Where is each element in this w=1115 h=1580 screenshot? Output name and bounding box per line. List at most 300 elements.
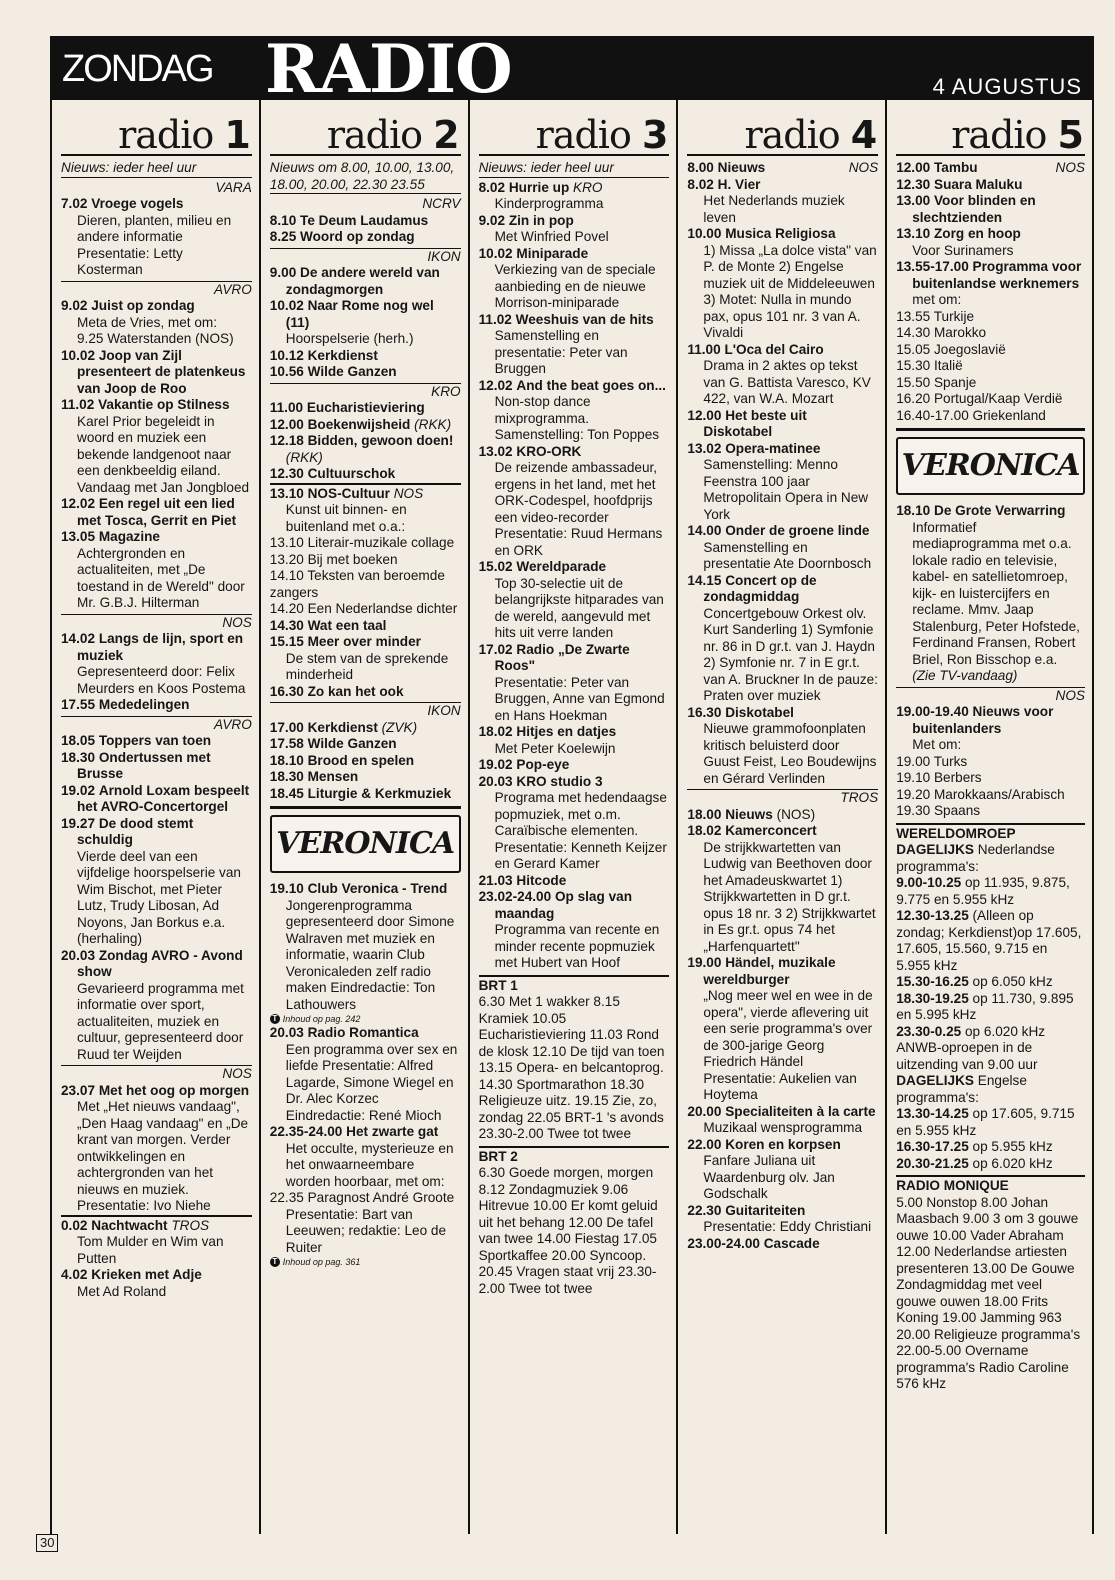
time: 17.00 [269,719,304,735]
program-title: Joop van Zijl presenteert de platenkeus van Joop de Roo [77,347,246,396]
time: 19.27 [61,815,96,831]
program-title: Opera-matinee [725,440,821,456]
frequency-text: op 11.935, 9.875, 9.775 en 5.955 kHz [896,875,1070,907]
program-title: Wilde Ganzen [307,364,397,379]
program-title: Händel, muzikale wereldburger [703,955,836,987]
time: 9.00 [269,265,297,280]
program-title: Eucharistieviering [306,400,425,415]
page-header [50,30,1094,108]
schedule-block: 6.30 Goede morgen, morgen 8.12 Zondagmuziek 9.06 Hitrevue 10.00 Er komt geluid uit het behang 12.00 De tafel van twee 14.00 Fiestag 17.05 Sportkaffee 20.00 Syncoop. 20.45 Vragen staat vrij 23.30-2.00 Twee tot twee [478,1165,658,1296]
time: 12.30 [896,176,931,192]
program-entry [270,881,461,898]
program-subitem: 19.10 Berbers [896,770,982,785]
program-description: Meta de Vries, met om: [77,314,218,330]
time: 20.03 [269,1025,304,1040]
time: 18.45 [269,785,304,801]
heading-number: 1 [224,113,250,157]
program-title: Te Deum Laudamus [300,212,429,228]
program-title: De Grote Verwarring [934,503,1066,518]
time: 13.00 [896,193,931,208]
frequency-line [896,875,1085,908]
time: 22.30 [687,1202,722,1218]
news-note: Nieuws: ieder heel uur [61,160,252,178]
time: 18.02 [687,823,722,838]
program-subitem: 16.20 Portugal/Kaap Verdië [896,391,1063,406]
program-entry [270,483,461,503]
program-entry [479,873,670,890]
time: 8.00 [687,160,714,175]
time: 18.00 [687,806,722,822]
heading-number: 3 [641,113,668,157]
program-title: Zo kan het ook [307,683,404,699]
date-label: 4 AUGUSTUS [932,74,1082,99]
time: 20.00 [687,1103,722,1119]
program-entry [479,642,670,675]
program-title: Boekenwijsheid [307,416,411,432]
program-title: KRO studio 3 [516,773,603,789]
program-description: Karel Prior begeleidt in woord en muziek een bekende landgenoot naar een denkbeeldig eiland. Vandaag met Jan Jongbloed [77,413,250,495]
program-description: De strijkkwartetten van Ludwig van Beethoven door het Amadeuskwartet 1) Strijkkwartetten in D gr.t. opus 18 nr. 3 2) Strijkkwartet in Es gr.t. opus 74 het „Harfenquartett" [703,839,876,954]
program-entry [61,348,252,398]
broadcaster-label: AVRO [61,716,252,734]
program-title: Langs de lijn, sport en muziek [77,631,244,663]
content-reference [270,1013,461,1025]
time: 23.30-0.25 [896,1023,962,1039]
broadcaster-label: TROS [687,789,878,807]
program-title: Vakantie op Stilness [98,397,230,412]
program-title: Concert op de zondagmiddag [703,572,817,604]
time: 13.02 [687,440,722,456]
program-entry [270,417,461,434]
page-title: RADIO [265,30,512,108]
program-entry [687,705,878,722]
frequency-text: op 5.955 kHz [972,1139,1053,1154]
subheading-text: Nederlandse programma's: [896,842,1055,874]
schedule-block: 5.00 Nonstop 8.00 Johan Maasbach 9.00 3 om 3 gouwe ouwe 10.00 Vader Abraham 12.00 Nederlandse artiesten presenteren 13.00 De Gouwe Zondagmiddag met veel gouwe ouwen 18.00 Frits Koning 19.00 Jamming 963 20.00 Religieuze programma's 22.00-5.00 Overname programma's Radio Caroline 576 kHz [896,1194,1081,1391]
program-entry [61,750,252,783]
program-description: Met om: [912,737,962,752]
time: 15.15 [269,634,304,649]
news-note: Nieuws: ieder heel uur [479,160,670,178]
program-entry [61,298,252,315]
program-entry [61,631,252,664]
program-entry [61,783,252,816]
time: 11.02 [478,311,512,327]
program-description: Een programma over sex en liefde Presentatie: Alfred Lagarde, Simone Wiegel en Dr. Alec Korzec Eindredactie: René Mioch [285,1041,458,1123]
time: 22.35-24.00 [269,1124,343,1139]
program-title: H. Vier [717,176,761,192]
program-subitem: 16.40-17.00 Griekenland [896,407,1046,423]
program-entry [270,298,461,331]
section-divider [896,428,1085,431]
program-description: Het occulte, mysterieuze en het onwaarneembare worden hoorbaar, met om: [285,1140,454,1189]
heading-number: 5 [1057,113,1083,157]
page-number: 30 [36,1534,58,1552]
subheading: DAGELIJKS [896,1073,974,1088]
program-subitem: 13.55 Turkije [896,308,975,324]
program-entry [479,559,670,576]
program-note: (RKK) [414,416,452,432]
program-title: Radio „De Zwarte Roos" [494,641,630,673]
time: 13.10 [269,485,304,501]
program-entry [270,364,461,381]
program-title: And the beat goes on... [516,377,666,393]
program-entry [61,1215,252,1235]
time: 8.25 [269,229,297,244]
program-title: Kerkdienst [307,347,378,363]
program-entry [479,444,670,461]
time: 8.10 [269,212,297,228]
program-title: Diskotabel [725,704,794,720]
time: 9.02 [61,298,88,313]
column-radio-3 [468,100,677,1534]
program-entry [479,246,670,263]
program-entry [687,955,878,988]
program-note: (Zie TV-vandaag) [912,668,1018,683]
program-title: Mensen [307,769,359,784]
program-title: De dood stemt schuldig [77,815,194,847]
program-subitem: 14.20 Een Nederlandse dichter [269,601,458,616]
program-title: NOS-Cultuur [307,485,390,501]
time: 12.30-13.25 [896,908,969,923]
program-title: Het beste uit Diskotabel [703,407,807,439]
program-title: Hitjes en datjes [516,724,617,739]
time: 10.02 [478,245,513,261]
program-entry [61,816,252,849]
time: 12.30 [269,466,304,481]
program-entry [687,226,878,243]
section-heading: BRT 1 [479,975,670,995]
program-note: met om: [912,292,962,307]
program-entry [61,397,252,414]
broadcaster-label: NOS [848,160,879,175]
frequency-line [896,1106,1085,1139]
program-entry [687,177,878,194]
program-title: Koren en korpsen [725,1136,841,1152]
program-entry [896,704,1085,737]
program-title: Zorg en hoop [934,226,1021,241]
program-description: Met Winfried Povel [494,229,609,244]
program-title: Meer over minder [307,634,421,649]
time: 19.02 [478,757,513,772]
program-note: (RKK) [285,449,323,465]
broadcaster-label: AVRO [61,281,252,299]
time: 19.02 [61,782,96,798]
program-description: Met „Het nieuws vandaag", „Den Haag vandaag" en „De krant van morgen. Verder ontwikkelingen en achtergronden van het nieuws en muziek. Presentatie: Ivo Niehe [77,1099,249,1213]
time: 18.02 [478,724,513,739]
time: 13.30-14.25 [896,1106,969,1121]
program-entry [479,378,670,395]
program-description: Nieuwe grammofoonplaten kritisch beluisterd door Guust Feist, Leo Boudewijns en Gérard Verlinden [703,721,877,786]
time: 13.10 [896,226,931,241]
time: 13.05 [61,529,96,544]
column-heading [896,100,1085,156]
program-title: Miniparade [516,245,589,261]
program-description: Presentatie: Bart van Leeuwen; redaktie: Leo de Ruiter [285,1206,447,1255]
program-entry [61,948,252,981]
time: 13.02 [478,443,513,459]
frequency-line [896,974,1085,991]
frequency-line [896,991,1085,1024]
program-title: Nieuws [725,806,773,822]
program-title: Magazine [98,529,160,544]
program-entry [61,697,252,714]
veronica-logo: VERONICA [270,815,461,873]
program-title: Suara Maluku [934,176,1023,192]
frequency-line [896,1139,1085,1156]
heading-word: radio [535,113,631,157]
program-description: Samenstelling en presentatie: Peter van Bruggen [494,328,628,376]
time: 18.10 [269,752,304,768]
program-entry [270,786,461,803]
program-subitem: 19.00 Turks [896,753,968,769]
program-note: (NOS) [776,806,816,822]
program-description: Achtergronden en actualiteiten, met „De toestand in de Wereld" door Mr. G.B.J. Hilterman [77,545,245,610]
time: 11.02 [61,397,95,412]
program-title: Op slag van maandag [494,889,632,921]
program-description: Kinderprogramma [494,196,604,211]
program-entry [687,160,878,177]
program-title: Hitcode [516,872,567,888]
time: 12.02 [478,377,513,393]
tv-icon: T [270,1014,280,1024]
program-entry [687,523,878,540]
program-entry [479,213,670,230]
time: 18.05 [61,733,96,748]
program-title: Musica Religiosa [725,226,836,241]
time: 17.02 [478,641,513,657]
time: 18.30 [61,749,96,765]
program-title: Nieuws voor buitenlanders [912,704,1054,736]
program-description: Hoorspelserie (herh.) [285,331,414,346]
program-entry [479,889,670,922]
broadcaster-label: TROS [171,1217,210,1233]
program-description: Presentatie: Eddy Christiani [703,1219,872,1234]
broadcaster-label: NOS [61,1065,252,1083]
time: 17.58 [269,736,304,751]
program-description: Samenstelling en presentatie Ate Doornbosch [703,539,872,571]
schedule-block [896,842,1085,875]
time: 10.02 [61,347,96,363]
program-entry [687,342,878,359]
time: 8.02 [478,179,506,195]
time: 16.30-17.25 [896,1139,969,1154]
program-title: Nachtwacht [91,1217,168,1233]
time: 16.30 [269,683,304,699]
program-title: Voor blinden en slechtzienden [912,193,1036,225]
program-title: Vroege vogels [91,196,184,211]
program-title: Guitariteiten [725,1202,806,1218]
program-title: Tambu [934,160,978,175]
program-subitem: 22.35 Paragnost André Groote [269,1190,455,1205]
time: 9.00-10.25 [896,875,962,890]
program-title: Onder de groene linde [725,523,870,538]
day-label: ZONDAG [62,48,213,90]
schedule-block: 6.30 Met 1 wakker 8.15 Kramiek 10.05 Eucharistieviering 11.03 Rond de klosk 12.10 De tijd van toen 13.15 Opera- en belcantoprog. 14.30 Sportmarathon 18.30 Religieuze uitz. 19.15 Zie, zo, zondag 22.05 BRT-1 's avonds 23.30-2.00 Twee tot twee [478,994,665,1141]
program-title: Brood en spelen [307,752,415,768]
program-entry [61,196,252,213]
program-subitem: 19.20 Marokkaans/Arabisch [896,786,1065,802]
program-description: Top 30-selectie uit de belangrijkste hitparades van de wereld, aangevuld met hits uit verre landen [494,575,664,640]
section-heading: RADIO MONIQUE [896,1175,1085,1195]
program-description: Gepresenteerd door: Felix Meurders en Koos Postema [77,664,246,696]
time: 22.00 [687,1136,722,1152]
program-title: Naar Rome nog wel (11) [285,298,434,330]
program-entry [270,736,461,753]
program-subitem: 15.30 Italië [896,358,963,373]
program-entry [687,573,878,606]
column-radio-5 [885,100,1094,1534]
heading-number: 4 [850,113,877,157]
program-entry [687,807,878,824]
column-heading [61,100,252,156]
column-radio-4 [676,100,885,1534]
program-entry [270,618,461,635]
program-title: De andere wereld van zondagmorgen [285,265,440,297]
program-entry [479,757,670,774]
time: 19.00-19.40 [896,704,969,719]
program-entry [61,1083,252,1100]
broadcaster-label: KRO [573,179,603,195]
program-title: Cultuurschok [307,466,396,481]
program-description: Jongerenprogramma gepresenteerd door Simone Walraven met muziek en informatie, waarin Club Veronicaleden zelf radio maken Eindredactie: Ton Lathouwers [285,897,455,1012]
program-entry [896,193,1085,226]
time: 12.00 [269,416,304,432]
column-heading [479,100,670,156]
program-entry [479,774,670,791]
program-entry [270,1025,461,1042]
program-description: Informatief mediaprogramma met o.a. lokale radio en televisie, kabel- en satellietomroep, kijk- en luistercijfers en reclame. Mmv. Jaap Stalenburg, Peter Hofstede, Ferdinand Fransen, Robert Briel, Ron Bisschop e.a. [912,519,1080,667]
program-entry [479,724,670,741]
program-title: Ondertussen met Brusse [77,749,211,781]
program-description: Het Nederlands muziek leven [703,193,845,225]
program-entry [61,1267,252,1284]
content-reference-text: Inhoud op pag. 361 [282,1257,361,1267]
program-title: Radio Romantica [307,1025,419,1040]
program-description: Muzikaal wensprogramma [703,1120,863,1135]
program-subitem: 13.20 Bij met boeken [269,551,398,567]
program-subitem: 19.30 Spaans [896,803,981,818]
time: 10.00 [687,226,722,241]
column-radio-2 [259,100,468,1534]
schedule-note: ANWB-oproepen in de uitzending van 9.00 uur [896,1040,1038,1072]
program-description: Programma van recente en minder recente popmuziek met Hubert van Hoof [494,922,660,970]
program-title: Pop-eye [516,757,570,772]
program-entry [687,1236,878,1253]
program-description: De stem van de sprekende minderheid [285,650,449,682]
program-entry [270,229,461,246]
program-entry [479,180,670,197]
program-title: Juist op zondag [91,298,195,313]
frequency-text: (Alleen op zondag; Kerkdienst)op 17.605, 17.605, 15.560, 9.715 en 5.955 kHz [896,908,1082,973]
time: 18.10 [896,503,931,518]
program-entry [270,433,461,466]
time: 12.00 [896,160,931,175]
program-title: Krieken met Adje [91,1267,202,1282]
time: 4.02 [61,1267,88,1282]
time: 15.02 [478,559,513,574]
program-description: Concertgebouw Orkest olv. Kurt Sanderling 1) Symfonie nr. 86 in D gr.t. van J. Haydn 2) Symfonie nr. 7 in E gr.t. van A. Bruckner In de pauze: Praten over muziek [703,605,878,703]
program-entry [687,1137,878,1154]
program-title: Bidden, gewoon doen! [307,433,454,448]
program-description: Presentatie: Peter van Bruggen, Anne van Egmond en Hans Hoekman [494,674,665,723]
program-title: Wat een taal [307,617,387,633]
frequency-line [896,1024,1085,1041]
time: 23.07 [61,1082,96,1098]
time: 19.10 [269,881,304,896]
frequency-text: op 6.020 kHz [972,1155,1053,1171]
subheading-text: Engelse programma's: [896,1073,1027,1105]
program-entry [687,408,878,441]
heading-number: 2 [433,113,459,157]
broadcaster-label: NOS [393,485,424,501]
frequency-text: op 11.730, 9.895 en 5.995 kHz [896,990,1074,1022]
time: 12.18 [269,433,304,448]
heading-word: radio [951,113,1047,157]
program-entry [896,259,1085,309]
news-note: Nieuws om 8.00, 10.00, 13.00, 18.00, 20.00, 22.30 23.55 [270,160,461,194]
veronica-logo: VERONICA [896,437,1085,495]
program-description: Samenstelling: Menno Feenstra 100 jaar Metropolitain Opera in New York [703,457,869,522]
time: 16.30 [687,704,722,720]
program-description: Met Ad Roland [77,1283,167,1299]
time: 8.02 [687,176,714,192]
time: 12.02 [61,496,96,511]
program-title: Hurrie up [508,179,570,195]
program-title: Liturgie & Kerkmuziek [307,785,452,801]
broadcaster-label: KRO [270,383,461,401]
broadcaster-label: NCRV [422,196,461,211]
frequency-line [896,1156,1085,1173]
program-description: Vierde deel van een vijfdelige hoorspelserie van Wim Bischot, met Pieter Lutz, Trudy Libosan, Ad Noyons, Jan Borkus e.a. (herhaling) [77,848,241,946]
time: 17.55 [61,697,96,712]
program-subitem: 15.50 Spanje [896,374,977,390]
time: 23.02-24.00 [478,889,552,904]
program-entry [270,213,461,230]
program-description: Dieren, planten, milieu en andere informatie Presentatie: Letty Kosterman [77,212,232,277]
time: 20.03 [61,947,96,963]
frequency-text: op 17.605, 9.715 en 5.955 kHz [896,1106,1075,1138]
program-title: Toppers van toen [98,733,212,748]
program-entry [270,753,461,770]
program-description: Drama in 2 aktes op tekst van G. Battista Varesco, KV 422, van W.A. Mozart [703,358,871,406]
time: 14.00 [687,523,722,538]
column-radio-1 [50,100,259,1534]
time: 18.30 [269,769,304,784]
frequency-text: op 6.020 kHz [964,1023,1046,1039]
station-columns [50,100,1094,1534]
program-entry [270,1124,461,1141]
time: 10.12 [269,347,304,363]
program-subitem: 14.10 Teksten van beroemde zangers [269,568,445,600]
program-entry [270,400,461,417]
program-description: Verkiezing van de speciale aanbieding en de nieuwe Morrison-miniparade [494,262,656,310]
time: 12.00 [687,407,722,423]
section-heading: BRT 2 [479,1146,670,1166]
program-entry [270,684,461,701]
program-title: Met het oog op morgen [98,1082,250,1098]
program-subitem: 14.30 Marokko [896,325,987,340]
program-title: Mededelingen [98,697,190,712]
program-entry [896,503,1085,520]
program-entry [270,769,461,786]
time: 10.02 [269,298,304,313]
schedule-block [896,1073,1085,1106]
time: 0.02 [61,1217,88,1233]
program-title: Specialiteiten à la carte [725,1103,876,1119]
program-entry [479,312,670,329]
section-divider [270,806,461,809]
